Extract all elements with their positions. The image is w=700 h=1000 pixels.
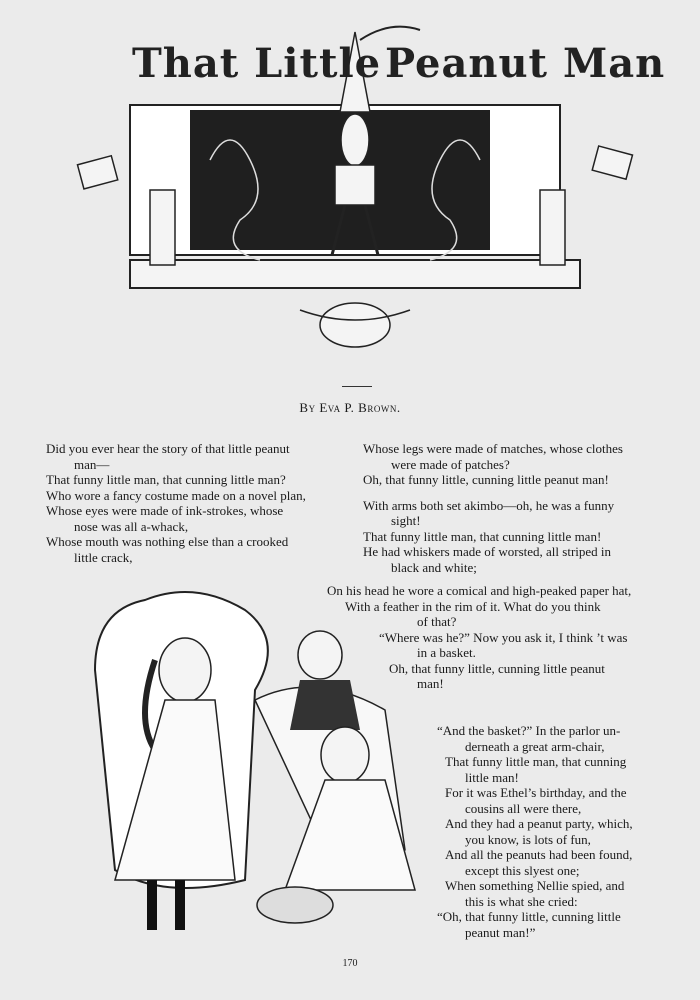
title-word-1: That Little [132,40,382,87]
poem-line: peanut man!” [465,924,536,940]
poem-line: of that? [417,614,457,629]
page-number: 170 [342,958,358,969]
poem-line: When something Nellie spied, and [445,878,625,893]
poem-line: derneath a great arm-chair, [465,738,605,754]
poem-line: “Oh, that funny little, cunning little [437,909,621,924]
poem-line: except this slyest one; [465,862,580,878]
poem-line: little man! [465,769,519,785]
byline-author: Eva P. Brown. [319,400,401,415]
poem-line: That funny little man, that cunning [445,754,627,769]
poem-line: On his head he wore a comical and high-peaked paper hat, [327,583,632,598]
poem-line: man— [74,456,110,472]
stanza-1 [46,441,346,565]
poem-line: this is what she cried: [465,893,578,909]
poem-line: “And the basket?” In the parlor un- [437,723,621,738]
poem-line: Whose legs were made of matches, whose clothes [363,441,623,456]
title-word-2: Peanut Man [385,40,666,87]
poem-line: Did you ever hear the story of that little peanut [46,441,290,456]
poem-line: That funny little man, that cunning little man! [363,528,602,544]
poem-line: And all the peanuts had been found, [445,847,633,862]
poem-line: in a basket. [417,645,476,660]
poem-line: Who wore a fancy costume made on a novel plan, [46,487,306,503]
children-illustration [55,580,435,960]
poem-line: man! [417,676,444,691]
poem-line: Whose eyes were made of ink-strokes, whose [46,503,284,518]
poem-line: sight! [391,513,421,528]
poem-line: That funny little man, that cunning little man? [46,472,286,487]
poem-line: Oh, that funny little, cunning little peanut man! [363,472,609,487]
poem-line: Oh, that funny little, cunning little peanut [389,660,605,676]
byline-prefix: By [299,400,316,415]
poem-line: little crack, [74,549,133,565]
stanza-2 [363,441,673,575]
divider [342,386,372,387]
stanza-4 [437,723,682,940]
poem-line: “Where was he?” Now you ask it, I think ’t was [379,629,628,645]
poem-line: black and white; [391,559,477,575]
poem-line: cousins all were there, [465,800,582,816]
poem-line: Whose mouth was nothing else than a crooked [46,534,289,549]
poem-line: For it was Ethel’s birthday, and the [445,785,627,800]
byline [0,400,700,416]
poem-line: With arms both set akimbo—oh, he was a funny [363,497,615,513]
poem-line: you know, is lots of fun, [465,831,591,847]
poem-line: nose was all a-whack, [74,518,189,534]
poem-line: And they had a peanut party, which, [445,816,633,831]
poem-line: He had whiskers made of worsted, all striped in [363,544,612,559]
poem-line: With a feather in the rim of it. What do you think [345,598,601,614]
poem-line: were made of patches? [391,456,510,472]
